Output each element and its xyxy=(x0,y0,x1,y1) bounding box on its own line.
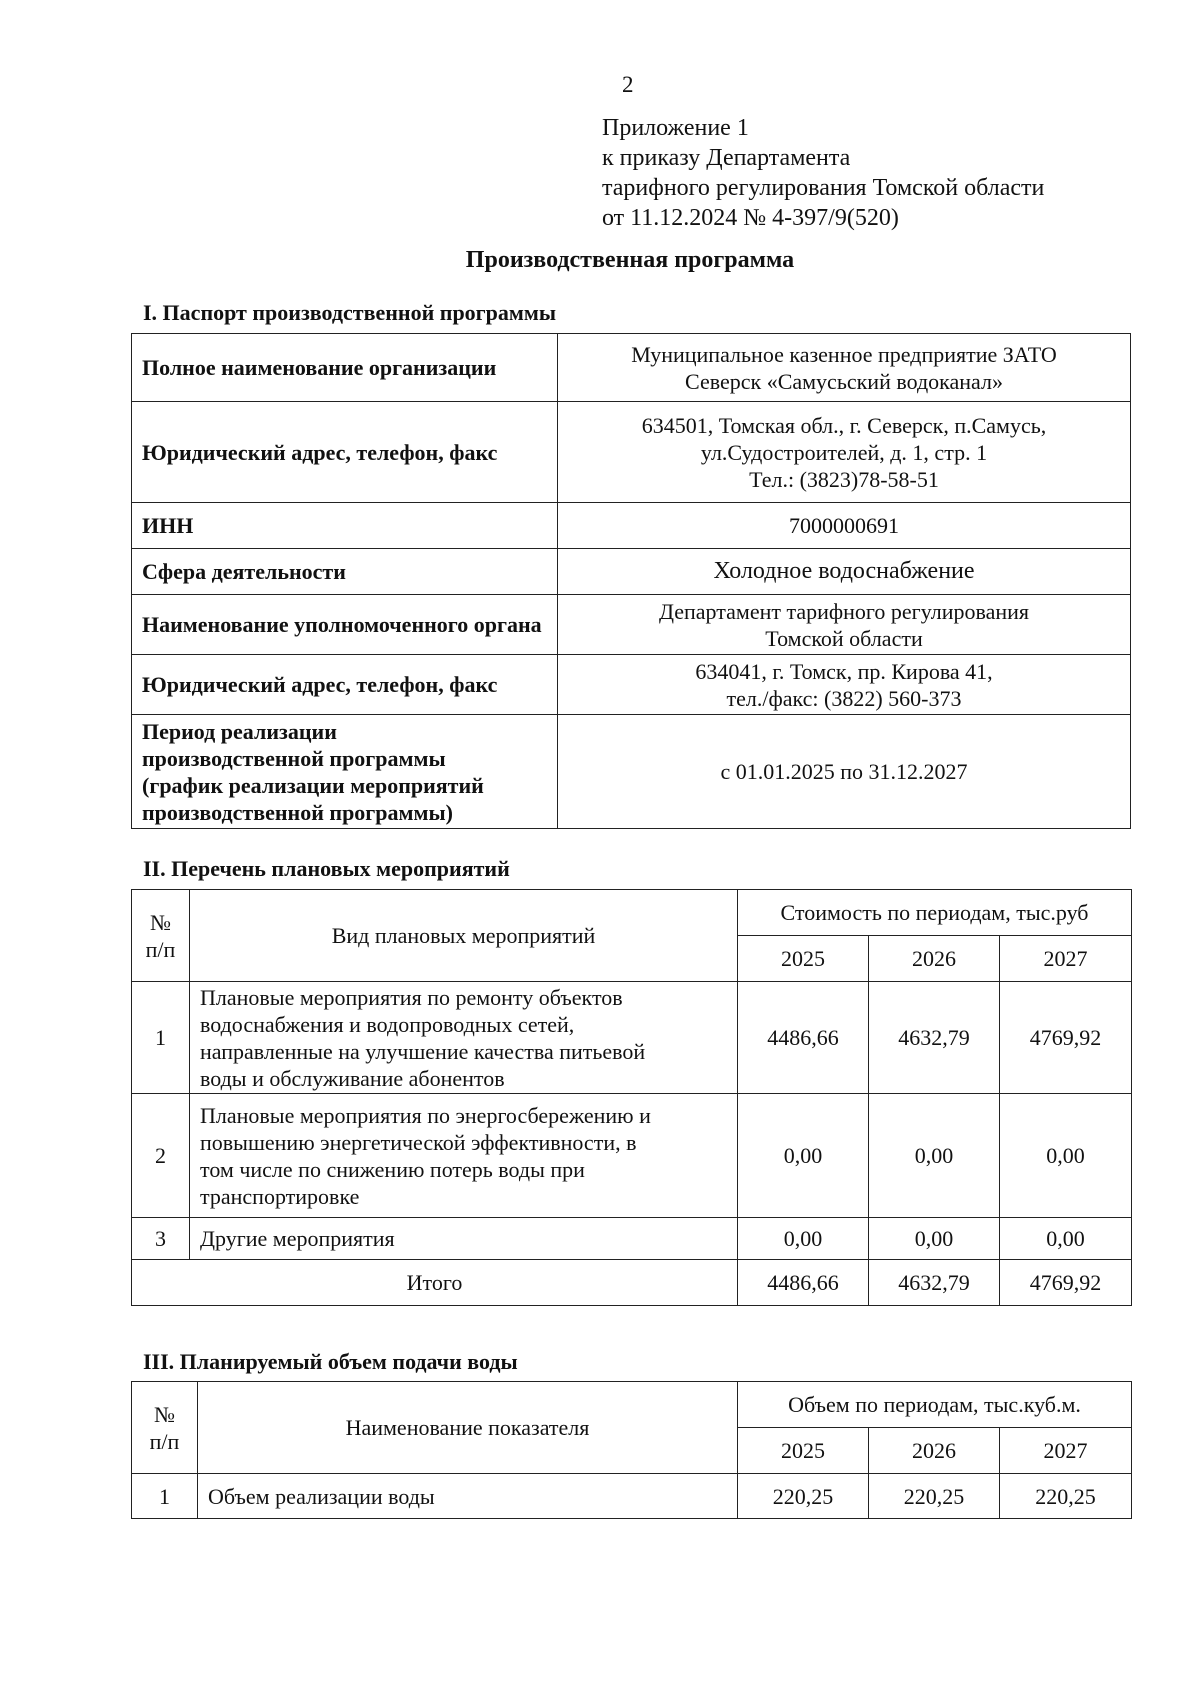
passport-row xyxy=(132,655,1131,715)
row-number: 2 xyxy=(132,1094,190,1218)
passport-row xyxy=(132,402,1131,503)
cost-cell: 4486,66 xyxy=(738,982,869,1094)
appendix-block xyxy=(602,113,1044,233)
label-line: производственной программы) xyxy=(142,799,454,825)
passport-value xyxy=(558,402,1131,503)
passport-value xyxy=(558,595,1131,655)
section2-heading: II. Перечень плановых мероприятий xyxy=(143,856,510,881)
passport-label xyxy=(132,715,558,829)
total-cell: 4632,79 xyxy=(869,1260,1000,1306)
row-number: 1 xyxy=(132,982,190,1094)
value-line: ул.Судостроителей, д. 1, стр. 1 xyxy=(700,439,988,465)
total-label: Итого xyxy=(132,1260,738,1306)
measure-name xyxy=(190,1094,738,1218)
cost-cell: 0,00 xyxy=(1000,1094,1132,1218)
passport-label: Юридический адрес, телефон, факс xyxy=(132,402,558,503)
value-line: 634041, г. Томск, пр. Кирова 41, xyxy=(695,658,993,684)
passport-table xyxy=(131,333,1131,829)
col-volume-header: Объем по периодам, тыс.куб.м. xyxy=(738,1382,1132,1428)
name-line: том числе по снижению потерь воды при xyxy=(200,1156,585,1182)
name-line: направленные на улучшение качества питьевой xyxy=(200,1038,646,1064)
appendix-line: от 11.12.2024 № 4-397/9(520) xyxy=(602,205,899,231)
total-cell: 4486,66 xyxy=(738,1260,869,1306)
name-line: водоснабжения и водопроводных сетей, xyxy=(200,1011,575,1037)
passport-label: ИНН xyxy=(132,503,558,549)
row-number: 3 xyxy=(132,1218,190,1260)
name-line: транспортировке xyxy=(200,1183,360,1209)
name-line: Плановые мероприятия по ремонту объектов xyxy=(200,984,623,1010)
passport-row xyxy=(132,549,1131,595)
table-row xyxy=(132,1218,1132,1260)
value-line: тел./факс: (3822) 560-373 xyxy=(726,685,962,711)
cost-cell: 0,00 xyxy=(738,1094,869,1218)
total-row xyxy=(132,1260,1132,1306)
label-line: Период реализации xyxy=(142,718,337,744)
table-row xyxy=(132,1094,1132,1218)
year-header: 2026 xyxy=(869,1428,1000,1474)
passport-value: 7000000691 xyxy=(558,503,1131,549)
passport-label: Юридический адрес, телефон, факс xyxy=(132,655,558,715)
total-cell: 4769,92 xyxy=(1000,1260,1132,1306)
header-row xyxy=(132,890,1132,936)
cost-cell: 0,00 xyxy=(869,1094,1000,1218)
cost-cell: 4769,92 xyxy=(1000,982,1132,1094)
appendix-line: Приложение 1 xyxy=(602,115,749,141)
year-header: 2026 xyxy=(869,936,1000,982)
col-number-header xyxy=(132,1382,198,1474)
value-line: Муниципальное казенное предприятие ЗАТО xyxy=(631,341,1057,367)
volume-cell: 220,25 xyxy=(738,1474,869,1519)
passport-value xyxy=(558,655,1131,715)
col-number-header xyxy=(132,890,190,982)
passport-value: с 01.01.2025 по 31.12.2027 xyxy=(558,715,1131,829)
header-line: п/п xyxy=(145,936,176,962)
passport-row xyxy=(132,715,1131,829)
cost-cell: 0,00 xyxy=(738,1218,869,1260)
volume-table xyxy=(131,1381,1132,1519)
passport-value: Холодное водоснабжение xyxy=(558,549,1131,595)
cost-cell: 0,00 xyxy=(1000,1218,1132,1260)
header-line: № xyxy=(150,909,171,935)
passport-value xyxy=(558,334,1131,402)
measures-table xyxy=(131,889,1132,1306)
table-row xyxy=(132,982,1132,1094)
section3-heading: III. Планируемый объем подачи воды xyxy=(143,1349,518,1374)
col-cost-header: Стоимость по периодам, тыс.руб xyxy=(738,890,1132,936)
passport-label: Полное наименование организации xyxy=(132,334,558,402)
table-row xyxy=(132,1474,1132,1519)
volume-cell: 220,25 xyxy=(1000,1474,1132,1519)
passport-row xyxy=(132,595,1131,655)
measure-name xyxy=(190,982,738,1094)
label-line: производственной программы xyxy=(142,745,446,771)
year-header: 2027 xyxy=(1000,936,1132,982)
year-header: 2027 xyxy=(1000,1428,1132,1474)
measure-name: Другие мероприятия xyxy=(190,1218,738,1260)
section1-heading: I. Паспорт производственной программы xyxy=(143,300,557,325)
passport-label: Наименование уполномоченного органа xyxy=(132,595,558,655)
label-line: (график реализации мероприятий xyxy=(142,772,484,798)
col-name-header: Наименование показателя xyxy=(198,1382,738,1474)
value-line: Департамент тарифного регулирования xyxy=(658,598,1030,624)
year-header: 2025 xyxy=(738,936,869,982)
value-line: Томской области xyxy=(765,625,923,651)
appendix-line: к приказу Департамента xyxy=(602,145,851,171)
value-line: Тел.: (3823)78-58-51 xyxy=(749,466,939,492)
name-line: Плановые мероприятия по энергосбережению и xyxy=(200,1102,651,1128)
volume-cell: 220,25 xyxy=(869,1474,1000,1519)
appendix-line: тарифного регулирования Томской области xyxy=(602,175,1045,201)
header-row xyxy=(132,1382,1132,1428)
passport-row xyxy=(132,503,1131,549)
value-line: Северск «Самусьский водоканал» xyxy=(685,368,1003,394)
document-title: Производственная программа xyxy=(465,247,795,273)
year-header: 2025 xyxy=(738,1428,869,1474)
col-name-header: Вид плановых мероприятий xyxy=(190,890,738,982)
page-number: 2 xyxy=(622,72,634,97)
name-line: повышению энергетической эффективности, в xyxy=(200,1129,637,1155)
row-number: 1 xyxy=(132,1474,198,1519)
header-line: № xyxy=(154,1401,175,1427)
cost-cell: 4632,79 xyxy=(869,982,1000,1094)
name-line: воды и обслуживание абонентов xyxy=(200,1065,505,1091)
header-line: п/п xyxy=(149,1428,180,1454)
passport-label: Сфера деятельности xyxy=(132,549,558,595)
value-line: 634501, Томская обл., г. Северск, п.Самусь, xyxy=(641,412,1047,438)
cost-cell: 0,00 xyxy=(869,1218,1000,1260)
indicator-name: Объем реализации воды xyxy=(198,1474,738,1519)
passport-row xyxy=(132,334,1131,402)
